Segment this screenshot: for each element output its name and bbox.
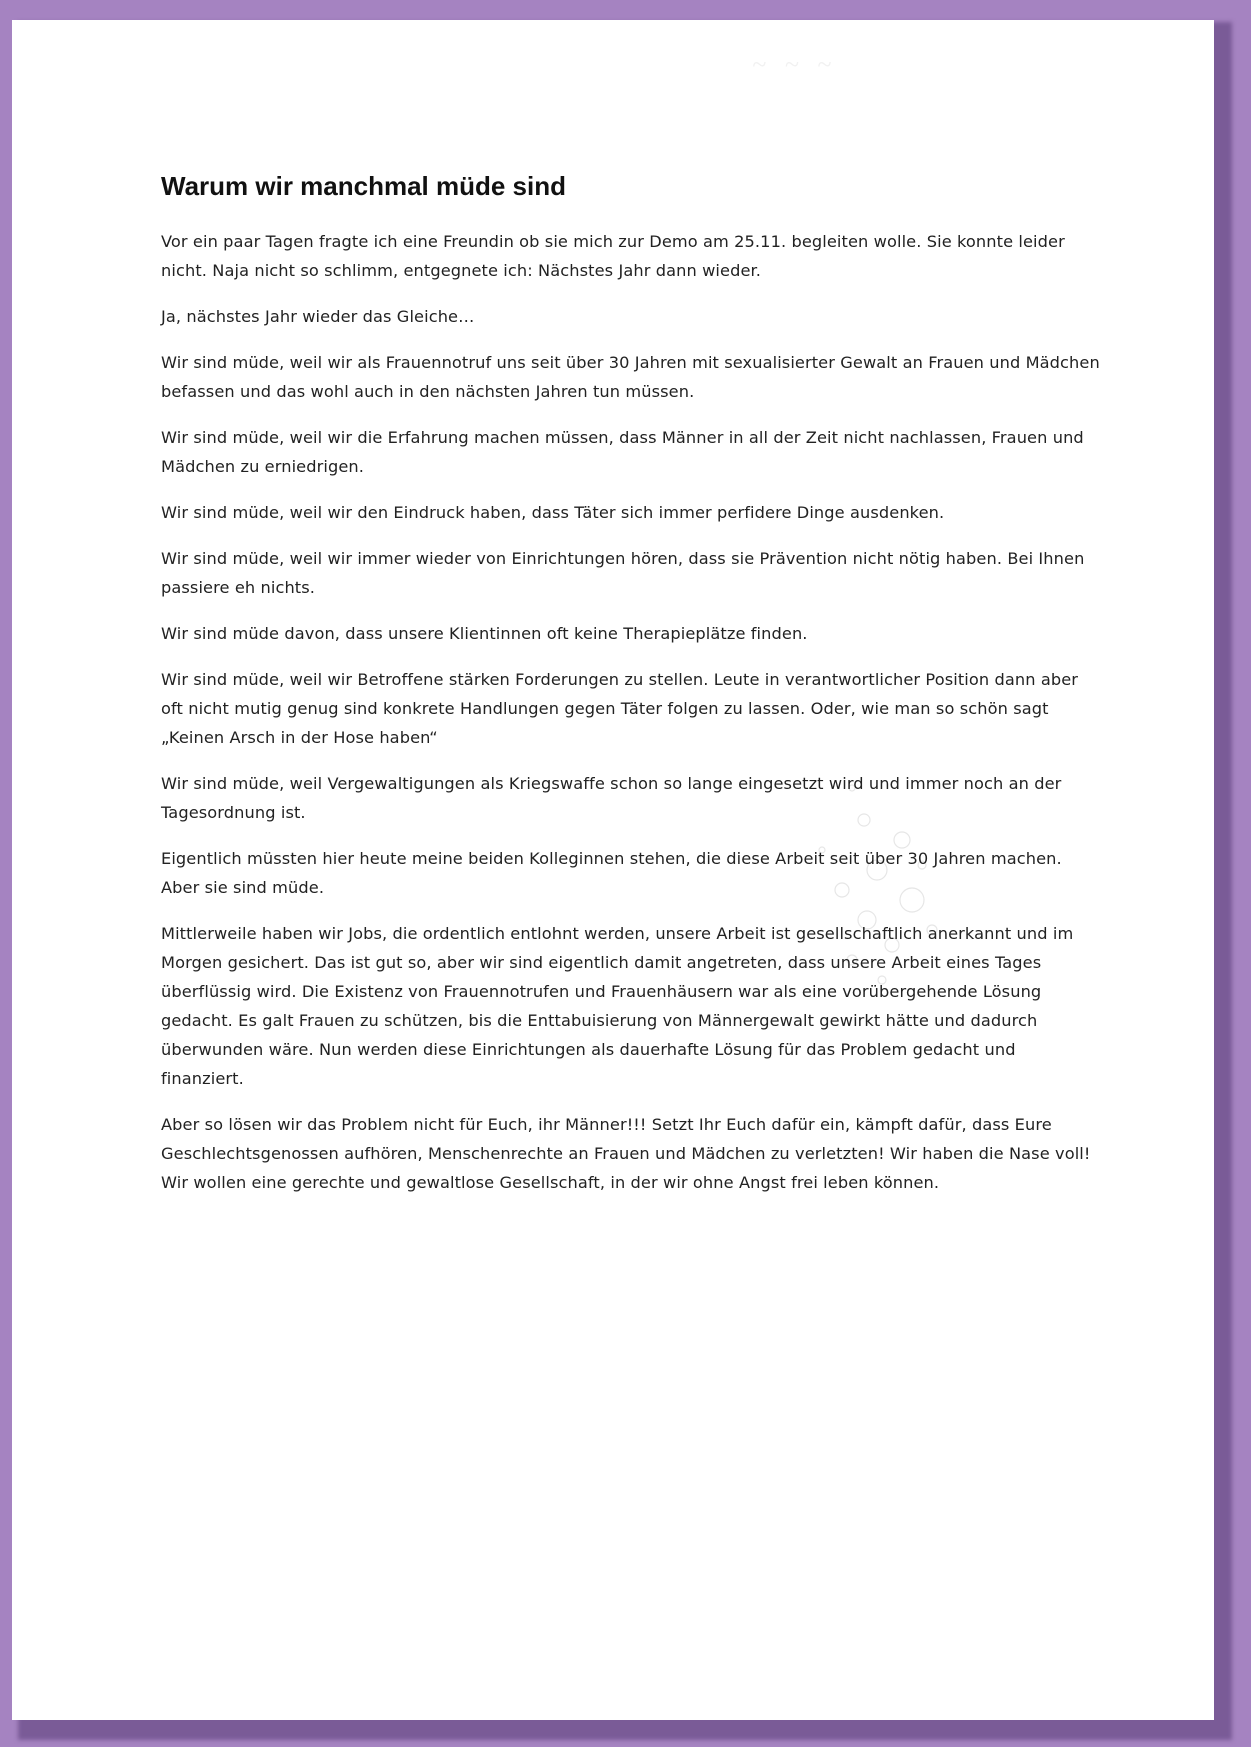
paragraph-6: Wir sind müde, weil wir immer wieder von Einrichtungen hören, dass sie Prävention nicht nötig haben. Bei Ihnen passiere eh nichts. xyxy=(161,549,1085,597)
paragraph-1: Vor ein paar Tagen fragte ich eine Freundin ob sie mich zur Demo am 25.11. begleiten wolle. Sie konnte leider nicht. Naja nicht so schlimm, entgegnete ich: Nächstes Jahr dann wieder. xyxy=(161,232,1065,280)
paragraph-11: Mittlerweile haben wir Jobs, die ordentlich entlohnt werden, unsere Arbeit ist gesellschaftlich anerkannt und im Morgen gesichert. Das ist gut so, aber wir sind eigentlich damit angetreten, dass unsere Arbeit eines Tages überflüssig wird. Die Existenz von Frauennotrufen und Frauenhäusern war als eine vorübergehende Lösung gedacht. Es galt Frauen zu schützen, bis die Enttabuisierung von Männergewalt gewirkt hätte und dadurch überwunden wäre. Nun werden diese Einrichtungen als dauerhafte Lösung für das Problem gedacht und finanziert. xyxy=(161,924,1074,1088)
paragraph-2: Ja, nächstes Jahr wieder das Gleiche… xyxy=(161,307,475,326)
faint-header-mark: ~ ~ ~ xyxy=(752,50,838,79)
paragraph-4: Wir sind müde, weil wir die Erfahrung machen müssen, dass Männer in all der Zeit nicht nachlassen, Frauen und Mädchen zu erniedrigen. xyxy=(161,428,1084,476)
paragraph-10: Eigentlich müssten hier heute meine beiden Kolleginnen stehen, die diese Arbeit seit über 30 Jahren machen. Aber sie sind müde. xyxy=(161,849,1062,897)
paragraph-7: Wir sind müde davon, dass unsere Klientinnen oft keine Therapieplätze finden. xyxy=(161,624,808,643)
paragraph-12: Aber so lösen wir das Problem nicht für Euch, ihr Männer!!! Setzt Ihr Euch dafür ein, kämpft dafür, dass Eure Geschlechtsgenossen aufhören, Menschenrechte an Frauen und Mädchen zu verletzten! Wir haben die Nase voll! Wir wollen eine gerechte und gewaltlose Gesellschaft, in der wir ohne Angst frei leben können. xyxy=(161,1115,1091,1192)
paragraph-3: Wir sind müde, weil wir als Frauennotruf uns seit über 30 Jahren mit sexualisierter Gewalt an Frauen und Mädchen befassen und das wohl auch in den nächsten Jahren tun müssen. xyxy=(161,353,1100,401)
paragraph-5: Wir sind müde, weil wir den Eindruck haben, dass Täter sich immer perfidere Dinge ausdenken. xyxy=(161,503,945,522)
document-title: Warum wir manchmal müde sind xyxy=(161,171,567,201)
document-body xyxy=(161,170,1101,1214)
document-page xyxy=(12,20,1214,1720)
paragraph-8: Wir sind müde, weil wir Betroffene stärken Forderungen zu stellen. Leute in verantwortlicher Position dann aber oft nicht mutig genug sind konkrete Handlungen gegen Täter folgen zu lassen. Oder, wie man so schön sagt „Keinen Arsch in der Hose haben“ xyxy=(161,670,1079,747)
paragraph-9: Wir sind müde, weil Vergewaltigungen als Kriegswaffe schon so lange eingesetzt wird und immer noch an der Tagesordnung ist. xyxy=(161,774,1062,822)
